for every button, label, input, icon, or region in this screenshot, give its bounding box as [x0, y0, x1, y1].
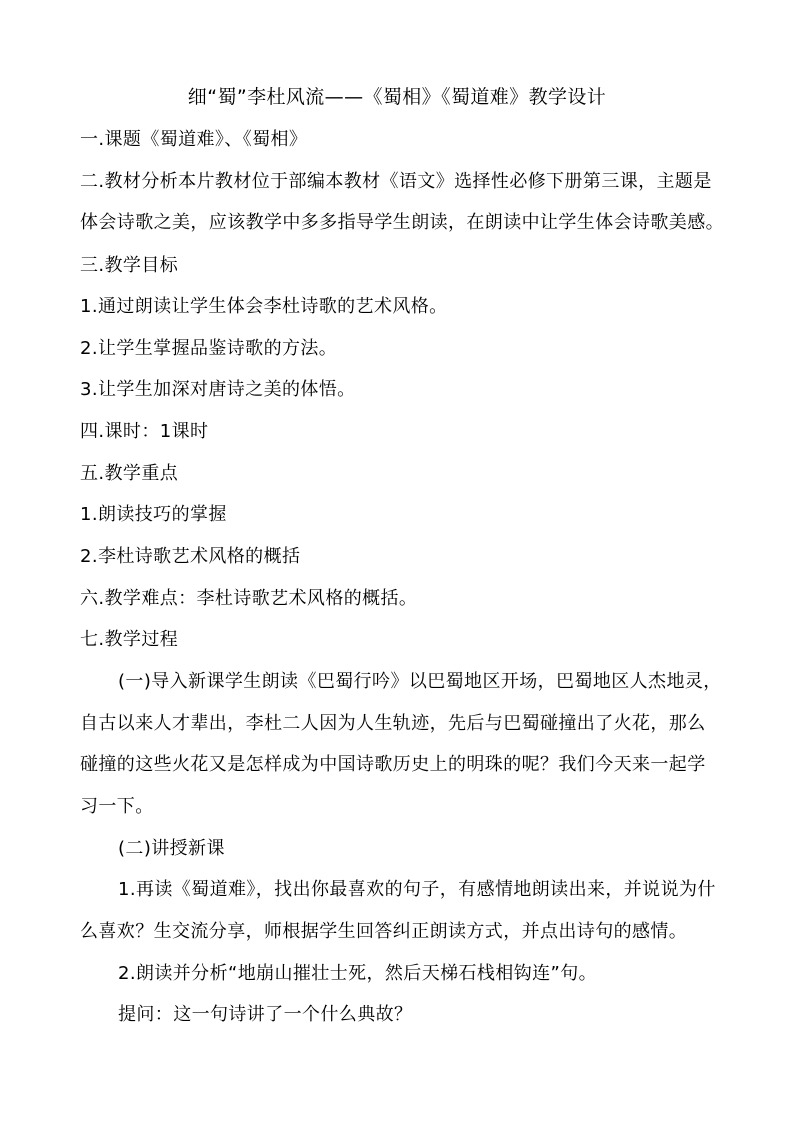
intro-paragraph-line-1: (一)导入新课学生朗读《巴蜀行吟》以巴蜀地区开场，巴蜀地区人杰地灵，: [118, 671, 722, 692]
key-point-item-2: 2.李杜诗歌艺术风格的概括: [80, 546, 301, 567]
intro-paragraph-line-2: 自古以来人才辈出，李杜二人因为人生轨迹，先后与巴蜀碰撞出了火花，那么: [80, 713, 706, 734]
section-topic: 一.课题《蜀道难》、《蜀相》: [80, 129, 308, 150]
intro-paragraph-line-3: 碰撞的这些火花又是怎样成为中国诗歌历史上的明珠的呢？我们今天来一起学: [80, 754, 706, 775]
new-lesson-heading: (二)讲授新课: [118, 838, 225, 859]
lesson-step-1-line-1: 1.再读《蜀道难》，找出你最喜欢的句子，有感情地朗读出来，并说说为什: [118, 879, 716, 900]
intro-paragraph-line-4: 习一下。: [80, 796, 154, 817]
section-class-hours: 四.课时：1课时: [80, 421, 209, 442]
lesson-question: 提问：这一句诗讲了一个什么典故？: [118, 1004, 413, 1025]
lesson-step-1-line-2: 么喜欢？生交流分享，师根据学生回答纠正朗读方式，并点出诗句的感情。: [80, 921, 688, 942]
section-analysis-line-1: 二.教材分析本片教材位于部编本教材《语文》选择性必修下册第三课，主题是: [80, 171, 712, 192]
section-difficulty: 六.教学难点：李杜诗歌艺术风格的概括。: [80, 588, 418, 609]
document-title: 细“蜀”李杜风流——《蜀相》《蜀道难》教学设计: [187, 86, 607, 108]
goal-item-2: 2.让学生掌握品鉴诗歌的方法。: [80, 338, 338, 359]
goal-item-3: 3.让学生加深对唐诗之美的体悟。: [80, 379, 356, 400]
section-process-heading: 七.教学过程: [80, 629, 179, 650]
section-analysis-line-2: 体会诗歌之美，应该教学中多多指导学生朗读，在朗读中让学生体会诗歌美感。: [80, 212, 724, 233]
key-point-item-1: 1.朗读技巧的掌握: [80, 504, 227, 525]
lesson-step-2: 2.朗读并分析“地崩山摧壮士死，然后天梯石栈相钩连”句。: [118, 963, 598, 984]
goal-item-1: 1.通过朗读让学生体会李杜诗歌的艺术风格。: [80, 296, 448, 317]
section-goals-heading: 三.教学目标: [80, 255, 179, 276]
section-key-points-heading: 五.教学重点: [80, 463, 179, 484]
